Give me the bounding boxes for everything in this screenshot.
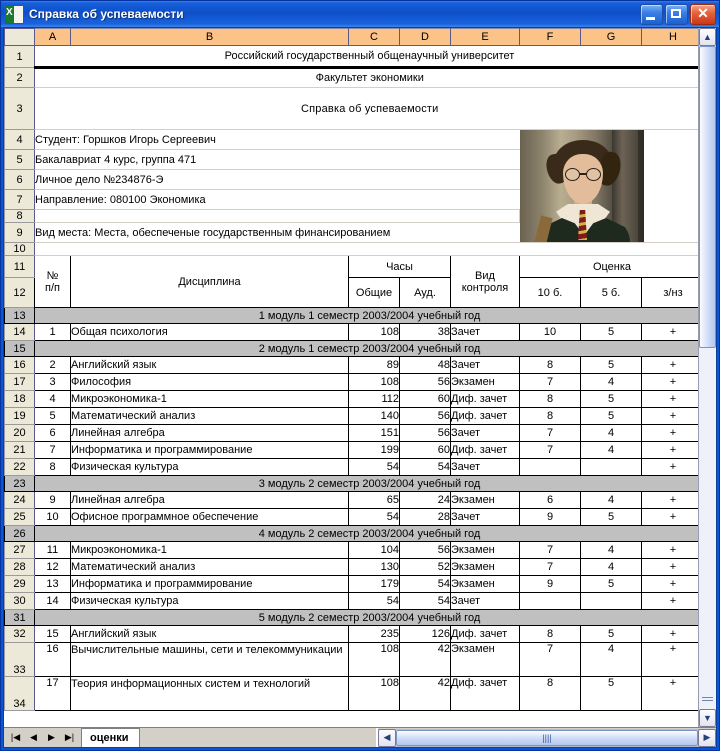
maximize-button[interactable] <box>665 4 688 25</box>
cell-control[interactable]: Зачет <box>451 459 520 476</box>
row-header-9[interactable]: 9 <box>5 223 35 243</box>
header-control-line2: контроля <box>461 281 509 294</box>
cell-discipline[interactable]: Вычислительные машины, сети и телекоммуникации <box>71 643 349 677</box>
cell-hours-aud[interactable]: 28 <box>400 509 451 526</box>
window-controls <box>640 4 716 25</box>
header-hours-aud: Ауд. <box>400 278 451 308</box>
cell-grade-5[interactable]: 5 <box>581 509 642 526</box>
table-row <box>5 677 699 711</box>
cell-control[interactable]: Диф. зачет <box>451 391 520 408</box>
cell-discipline[interactable]: Английский язык <box>71 357 349 374</box>
column-header-row <box>5 29 699 46</box>
cell-control[interactable]: Экзамен <box>451 576 520 593</box>
cell-discipline[interactable]: Общая психология <box>71 324 349 341</box>
table-row <box>5 626 699 643</box>
table-row <box>5 357 699 374</box>
module-label: 2 модуль 1 семестр 2003/2004 учебный год <box>35 341 699 357</box>
cell-hours-aud[interactable]: 24 <box>400 492 451 509</box>
table-row <box>5 559 699 576</box>
cell-control[interactable]: Диф. зачет <box>451 677 520 711</box>
cell-grade-pass[interactable]: + <box>642 576 699 593</box>
cell-hours-total[interactable]: 151 <box>349 425 400 442</box>
cell-grade-pass[interactable]: + <box>642 459 699 476</box>
study-direction: Направление: 080100 Экономика <box>35 190 520 210</box>
column-header-g[interactable]: G <box>581 29 642 46</box>
header-grade-pass: з/нз <box>642 278 699 308</box>
cell-number[interactable]: 16 <box>35 643 71 677</box>
cell-hours-total[interactable]: 108 <box>349 677 400 711</box>
row-header-14[interactable]: 14 <box>5 324 35 341</box>
cell-number[interactable]: 13 <box>35 576 71 593</box>
cell-grade-5[interactable] <box>581 459 642 476</box>
cell-grade-5[interactable]: 4 <box>581 542 642 559</box>
column-header-d[interactable]: D <box>400 29 451 46</box>
cell-grade-pass[interactable]: + <box>642 643 699 677</box>
table-row <box>5 425 699 442</box>
close-icon: ✕ <box>697 4 709 21</box>
row-header-6[interactable]: 6 <box>5 170 35 190</box>
university-title: Российский государственный общенаучный университет <box>35 46 699 68</box>
row-header-17[interactable]: 17 <box>5 374 35 391</box>
horizontal-scrollbar[interactable] <box>376 728 716 747</box>
row-header-34[interactable]: 34 <box>5 677 35 711</box>
nav-last-sheet-button[interactable]: ▶| <box>61 729 78 746</box>
vertical-scroll-track[interactable] <box>699 46 716 709</box>
cell-grade-pass[interactable]: + <box>642 324 699 341</box>
cell-hours-total[interactable]: 89 <box>349 357 400 374</box>
cell-hours-total[interactable]: 108 <box>349 643 400 677</box>
cell-hours-aud[interactable]: 56 <box>400 408 451 425</box>
cell-grade-5[interactable] <box>581 593 642 610</box>
cell-hours-total[interactable]: 54 <box>349 593 400 610</box>
cell-grade-5[interactable]: 5 <box>581 677 642 711</box>
horizontal-scroll-thumb[interactable]: |||| <box>396 730 698 746</box>
cell-grade-10[interactable]: 8 <box>520 408 581 425</box>
row-header-33[interactable]: 33 <box>5 643 35 677</box>
cell-grade-10[interactable]: 10 <box>520 324 581 341</box>
cell-discipline[interactable]: Физическая культура <box>71 459 349 476</box>
cell-grade-10[interactable]: 6 <box>520 492 581 509</box>
column-header-h[interactable]: H <box>642 29 699 46</box>
table-row <box>5 391 699 408</box>
vertical-scrollbar[interactable] <box>698 28 716 727</box>
row-header-28[interactable]: 28 <box>5 559 35 576</box>
row-header-12[interactable]: 12 <box>5 278 35 308</box>
header-number-line2: п/п <box>45 281 60 294</box>
row-header-11[interactable]: 11 <box>5 256 35 278</box>
sheet-nav-buttons <box>4 728 81 747</box>
student-photo-cell <box>520 130 699 243</box>
close-button[interactable] <box>690 4 716 25</box>
cell-number[interactable]: 8 <box>35 459 71 476</box>
cell-discipline[interactable]: Математический анализ <box>71 559 349 576</box>
column-header-e[interactable]: E <box>451 29 520 46</box>
student-name: Студент: Горшков Игорь Сергеевич <box>35 130 520 150</box>
row-header-7[interactable]: 7 <box>5 190 35 210</box>
cell-hours-aud[interactable]: 54 <box>400 459 451 476</box>
module-label: 5 модуль 2 семестр 2003/2004 учебный год <box>35 610 699 626</box>
cell-grade-pass[interactable]: + <box>642 559 699 576</box>
glasses-left-lens <box>565 168 580 181</box>
cell-discipline[interactable]: Английский язык <box>71 626 349 643</box>
table-row <box>5 576 699 593</box>
sheet-tab-strip <box>81 728 376 747</box>
cell-grade-pass[interactable]: + <box>642 425 699 442</box>
header-hours: Часы <box>349 256 451 278</box>
cell-number[interactable]: 5 <box>35 408 71 425</box>
cell-control[interactable]: Зачет <box>451 357 520 374</box>
table-row <box>5 509 699 526</box>
nav-prev-sheet-button[interactable]: ◀ <box>25 729 42 746</box>
glasses-bridge <box>579 173 587 175</box>
sheet-viewport[interactable] <box>4 28 698 727</box>
cell-grade-5[interactable]: 4 <box>581 425 642 442</box>
cell-grade-5[interactable]: 4 <box>581 442 642 459</box>
photo-glasses <box>564 168 602 179</box>
client-area <box>3 27 717 748</box>
row-header-15[interactable]: 15 <box>5 341 35 357</box>
cell-hours-total[interactable]: 108 <box>349 324 400 341</box>
cell-hours-aud[interactable]: 38 <box>400 324 451 341</box>
header-grade: Оценка <box>520 256 699 278</box>
student-program: Бакалавриат 4 курс, группа 471 <box>35 150 520 170</box>
cell-grade-5[interactable]: 4 <box>581 559 642 576</box>
row-header-20[interactable]: 20 <box>5 425 35 442</box>
cell-control[interactable]: Экзамен <box>451 374 520 391</box>
cell-grade-pass[interactable]: + <box>642 593 699 610</box>
column-header-b[interactable]: B <box>71 29 349 46</box>
cell-grade-10[interactable] <box>520 459 581 476</box>
cell-number[interactable]: 15 <box>35 626 71 643</box>
row-header-5[interactable]: 5 <box>5 150 35 170</box>
cell-discipline[interactable]: Философия <box>71 374 349 391</box>
cell-number[interactable]: 1 <box>35 324 71 341</box>
cell-discipline[interactable]: Линейная алгебра <box>71 492 349 509</box>
row-header-32[interactable]: 32 <box>5 626 35 643</box>
student-photo <box>520 130 644 243</box>
cell-grade-10[interactable]: 7 <box>520 559 581 576</box>
cell-hours-aud[interactable]: 56 <box>400 542 451 559</box>
cell-grade-5[interactable]: 5 <box>581 357 642 374</box>
table-row <box>5 408 699 425</box>
row-header-30[interactable]: 30 <box>5 593 35 610</box>
cell-hours-total[interactable]: 199 <box>349 442 400 459</box>
cell-control[interactable]: Диф. зачет <box>451 442 520 459</box>
cell-grade-pass[interactable]: + <box>642 391 699 408</box>
cell-grade-5[interactable]: 4 <box>581 643 642 677</box>
cell-grade-10[interactable]: 8 <box>520 357 581 374</box>
cell-grade-5[interactable]: 5 <box>581 576 642 593</box>
row-header-24[interactable]: 24 <box>5 492 35 509</box>
cell-hours-total[interactable]: 54 <box>349 459 400 476</box>
vertical-scroll-thumb[interactable] <box>699 46 716 348</box>
cell-grade-pass[interactable]: + <box>642 626 699 643</box>
module-header-row <box>5 526 699 542</box>
cell-hours-total[interactable]: 130 <box>349 559 400 576</box>
spreadsheet-grid <box>4 28 698 711</box>
nav-first-sheet-button[interactable]: |◀ <box>7 729 24 746</box>
cell-hours-aud[interactable]: 52 <box>400 559 451 576</box>
cell-hours-aud[interactable]: 42 <box>400 643 451 677</box>
cell-grade-pass[interactable]: + <box>642 408 699 425</box>
cell-discipline[interactable]: Линейная алгебра <box>71 425 349 442</box>
cell-discipline[interactable]: Информатика и программирование <box>71 442 349 459</box>
table-row <box>5 643 699 677</box>
cell-control[interactable]: Экзамен <box>451 492 520 509</box>
cell-control[interactable]: Экзамен <box>451 542 520 559</box>
grid-wrapper <box>4 28 716 727</box>
cell-hours-total[interactable]: 179 <box>349 576 400 593</box>
header-hours-total: Общие <box>349 278 400 308</box>
cell-discipline[interactable]: Информатика и программирование <box>71 576 349 593</box>
row-header-1[interactable]: 1 <box>5 46 35 68</box>
horizontal-scroll-track[interactable] <box>396 729 698 747</box>
module-header-row <box>5 308 699 324</box>
cell-discipline[interactable]: Микроэкономика-1 <box>71 391 349 408</box>
table-row <box>5 88 699 130</box>
cell-number[interactable]: 4 <box>35 391 71 408</box>
cell-control[interactable]: Диф. зачет <box>451 626 520 643</box>
cell-discipline[interactable]: Теория информационных систем и технологий <box>71 677 349 711</box>
cell-grade-10[interactable]: 8 <box>520 626 581 643</box>
cell-grade-10[interactable]: 8 <box>520 677 581 711</box>
cell-grade-pass[interactable]: + <box>642 542 699 559</box>
cell-control[interactable]: Зачет <box>451 425 520 442</box>
cell-grade-5[interactable]: 5 <box>581 626 642 643</box>
minimize-icon <box>646 17 655 20</box>
cell-number[interactable]: 3 <box>35 374 71 391</box>
header-number <box>35 256 71 308</box>
scroll-down-button[interactable]: ▼ <box>699 709 716 727</box>
cell-hours-aud[interactable]: 56 <box>400 425 451 442</box>
row-header-31[interactable]: 31 <box>5 610 35 626</box>
row-header-18[interactable]: 18 <box>5 391 35 408</box>
cell-grade-5[interactable]: 5 <box>581 408 642 425</box>
cell-number[interactable]: 11 <box>35 542 71 559</box>
column-header-f[interactable]: F <box>520 29 581 46</box>
header-control-line1: Вид <box>475 269 495 282</box>
scroll-left-button[interactable]: ◀ <box>378 729 396 747</box>
faculty-title: Факультет экономики <box>35 68 699 88</box>
cell-grade-pass[interactable]: + <box>642 677 699 711</box>
cell-hours-aud[interactable]: 48 <box>400 357 451 374</box>
row-header-21[interactable]: 21 <box>5 442 35 459</box>
cell-grade-10[interactable]: 7 <box>520 425 581 442</box>
document-title: Справка об успеваемости <box>35 88 699 130</box>
cell-hours-total[interactable]: 108 <box>349 374 400 391</box>
cell-number[interactable]: 17 <box>35 677 71 711</box>
cell-control[interactable]: Диф. зачет <box>451 408 520 425</box>
row-header-19[interactable]: 19 <box>5 408 35 425</box>
cell-grade-pass[interactable]: + <box>642 374 699 391</box>
cell-hours-aud[interactable]: 42 <box>400 677 451 711</box>
row-header-25[interactable]: 25 <box>5 509 35 526</box>
scroll-grip-icon <box>702 697 713 703</box>
row-header-26[interactable]: 26 <box>5 526 35 542</box>
row-header-22[interactable]: 22 <box>5 459 35 476</box>
minimize-button[interactable] <box>640 4 663 25</box>
cell-hours-aud[interactable]: 56 <box>400 374 451 391</box>
cell-grade-10[interactable] <box>520 593 581 610</box>
title-bar <box>1 1 719 27</box>
cell-control[interactable]: Экзамен <box>451 559 520 576</box>
row-header-29[interactable]: 29 <box>5 576 35 593</box>
personal-file: Личное дело №234876-Э <box>35 170 520 190</box>
module-header-row <box>5 610 699 626</box>
glasses-right-lens <box>586 168 601 181</box>
cell-grade-10[interactable]: 8 <box>520 391 581 408</box>
table-row <box>5 130 699 150</box>
row-header-3[interactable]: 3 <box>5 88 35 130</box>
module-header-row <box>5 341 699 357</box>
row-header-8[interactable]: 8 <box>5 210 35 223</box>
header-number-line1: № <box>46 269 59 282</box>
cell-number[interactable]: 14 <box>35 593 71 610</box>
cell-grade-5[interactable]: 5 <box>581 324 642 341</box>
cell-discipline[interactable]: Физическая культура <box>71 593 349 610</box>
maximize-icon <box>671 9 681 18</box>
table-row <box>5 459 699 476</box>
cell-hours-total[interactable]: 104 <box>349 542 400 559</box>
cell-hours-aud[interactable]: 54 <box>400 593 451 610</box>
row-header-10[interactable]: 10 <box>5 243 35 256</box>
row-header-16[interactable]: 16 <box>5 357 35 374</box>
header-control <box>451 256 520 308</box>
cell-grade-5[interactable]: 4 <box>581 492 642 509</box>
module-label: 4 модуль 2 семестр 2003/2004 учебный год <box>35 526 699 542</box>
cell-control[interactable]: Зачет <box>451 509 520 526</box>
module-label: 3 модуль 2 семестр 2003/2004 учебный год <box>35 476 699 492</box>
cell-grade-pass[interactable]: + <box>642 509 699 526</box>
scroll-right-button[interactable]: ▶ <box>698 729 716 747</box>
cell-number[interactable]: 12 <box>35 559 71 576</box>
header-grade-5: 5 б. <box>581 278 642 308</box>
cell-grade-5[interactable]: 4 <box>581 374 642 391</box>
cell-number[interactable]: 6 <box>35 425 71 442</box>
cell-control[interactable]: Зачет <box>451 324 520 341</box>
row-header-13[interactable]: 13 <box>5 308 35 324</box>
cell-grade-10[interactable]: 7 <box>520 643 581 677</box>
cell-hours-total[interactable]: 65 <box>349 492 400 509</box>
cell-grade-10[interactable]: 9 <box>520 509 581 526</box>
cell-grade-5[interactable]: 5 <box>581 391 642 408</box>
nav-next-sheet-button[interactable]: ▶ <box>43 729 60 746</box>
table-row <box>5 593 699 610</box>
column-header-c[interactable]: C <box>349 29 400 46</box>
column-header-a[interactable]: A <box>35 29 71 46</box>
table-row <box>5 46 699 68</box>
cell-number[interactable]: 7 <box>35 442 71 459</box>
cell-hours-aud[interactable]: 60 <box>400 442 451 459</box>
sheet-bottom-bar <box>4 727 716 747</box>
cell-grade-pass[interactable]: + <box>642 357 699 374</box>
cell-number[interactable]: 10 <box>35 509 71 526</box>
row-header-27[interactable]: 27 <box>5 542 35 559</box>
header-discipline: Дисциплина <box>71 256 349 308</box>
cell-discipline[interactable]: Математический анализ <box>71 408 349 425</box>
cell-hours-aud[interactable]: 126 <box>400 626 451 643</box>
table-row <box>5 442 699 459</box>
table-row <box>5 374 699 391</box>
select-all-corner[interactable] <box>5 29 35 46</box>
header-grade-10: 10 б. <box>520 278 581 308</box>
empty-cell-row8[interactable] <box>35 210 520 223</box>
cell-grade-10[interactable]: 7 <box>520 442 581 459</box>
table-row <box>5 324 699 341</box>
module-header-row <box>5 476 699 492</box>
row-header-23[interactable]: 23 <box>5 476 35 492</box>
table-row <box>5 492 699 509</box>
table-row <box>5 542 699 559</box>
cell-number[interactable]: 9 <box>35 492 71 509</box>
cell-grade-pass[interactable]: + <box>642 492 699 509</box>
row-header-2[interactable]: 2 <box>5 68 35 88</box>
excel-app-icon <box>5 5 24 24</box>
cell-number[interactable]: 2 <box>35 357 71 374</box>
cell-hours-total[interactable]: 235 <box>349 626 400 643</box>
window-title: Справка об успеваемости <box>29 7 184 21</box>
empty-cell-row10[interactable] <box>35 243 699 256</box>
cell-grade-10[interactable]: 7 <box>520 542 581 559</box>
cell-control[interactable]: Зачет <box>451 593 520 610</box>
cell-hours-total[interactable]: 112 <box>349 391 400 408</box>
cell-grade-pass[interactable]: + <box>642 442 699 459</box>
cell-discipline[interactable]: Офисное программное обеспечение <box>71 509 349 526</box>
cell-grade-10[interactable]: 9 <box>520 576 581 593</box>
table-row <box>5 243 699 256</box>
module-label: 1 модуль 1 семестр 2003/2004 учебный год <box>35 308 699 324</box>
cell-control[interactable]: Экзамен <box>451 643 520 677</box>
row-header-4[interactable]: 4 <box>5 130 35 150</box>
place-type: Вид места: Места, обеспеченые государственным финансированием <box>35 223 520 243</box>
cell-grade-10[interactable]: 7 <box>520 374 581 391</box>
cell-hours-aud[interactable]: 60 <box>400 391 451 408</box>
cell-hours-aud[interactable]: 54 <box>400 576 451 593</box>
sheet-tab-ocenki[interactable]: оценки <box>82 728 140 747</box>
table-row <box>5 68 699 88</box>
cell-discipline[interactable]: Микроэкономика-1 <box>71 542 349 559</box>
table-header-row <box>5 256 699 278</box>
cell-hours-total[interactable]: 54 <box>349 509 400 526</box>
scroll-up-button[interactable]: ▲ <box>699 28 716 46</box>
cell-hours-total[interactable]: 140 <box>349 408 400 425</box>
